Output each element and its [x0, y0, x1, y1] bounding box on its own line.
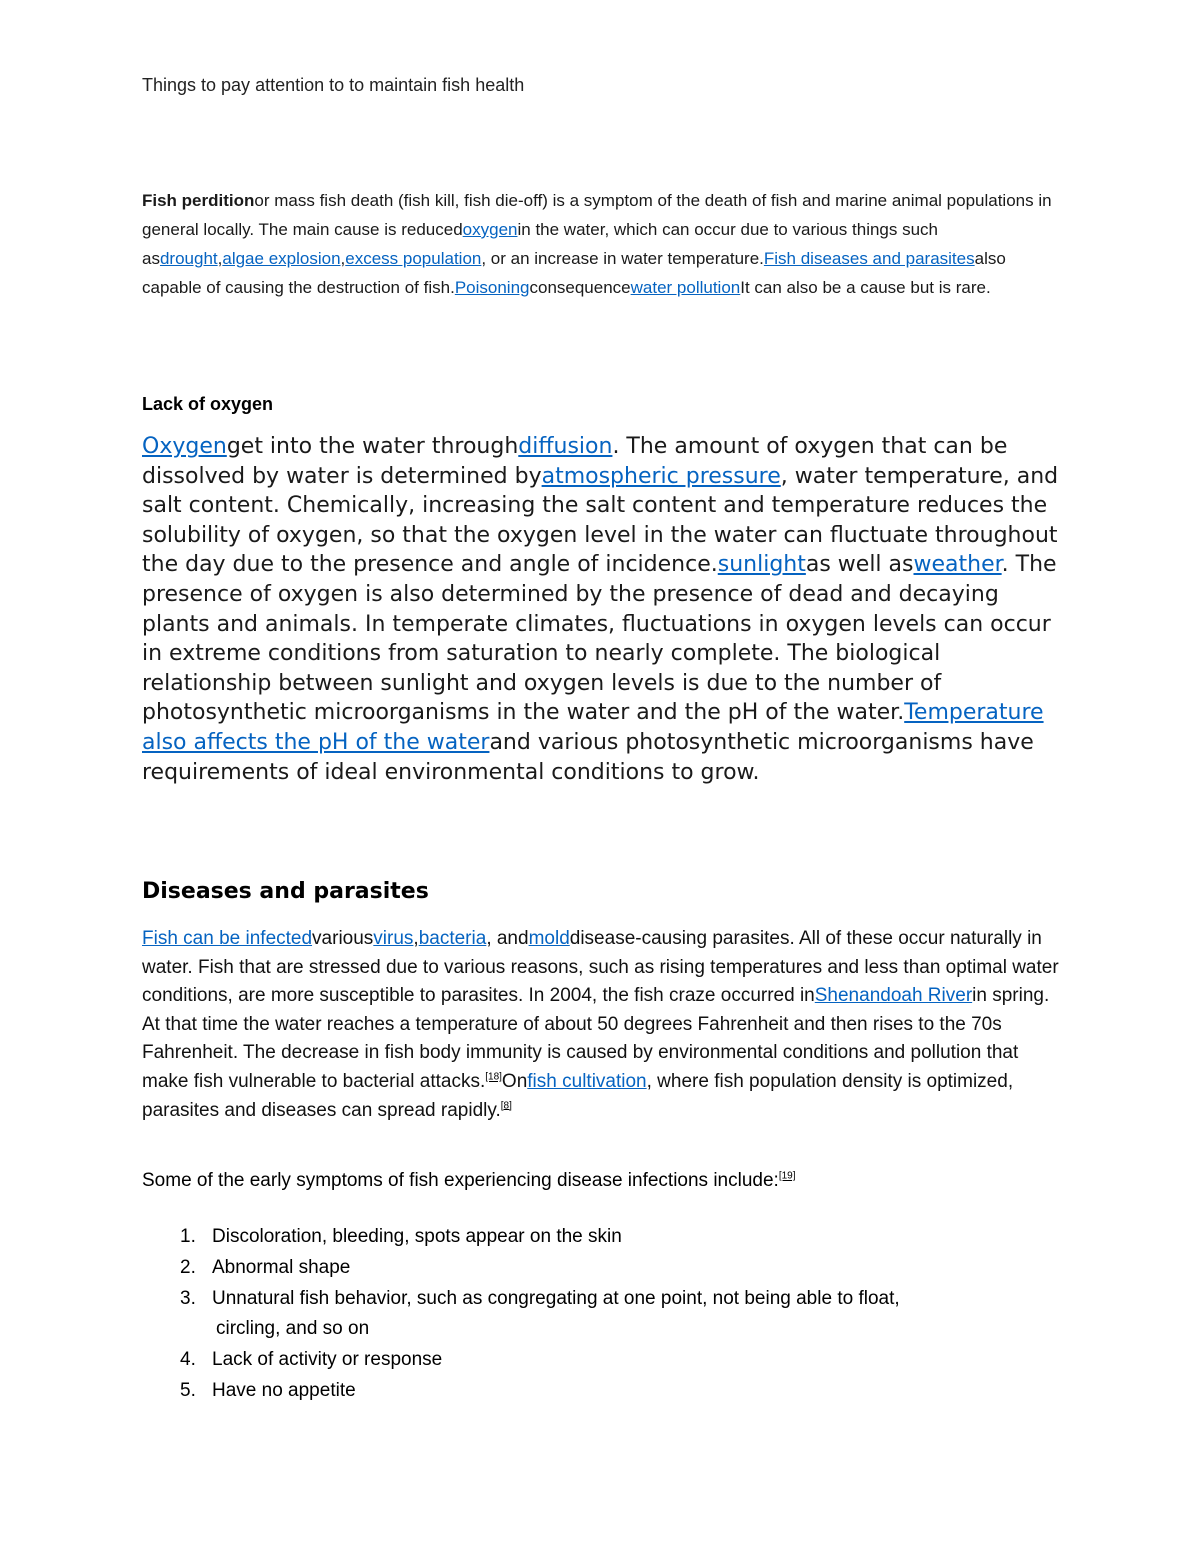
- list-number: 1.: [180, 1226, 196, 1247]
- oxygen-text-4: as well as: [805, 552, 914, 578]
- intro-text-3: , or an increase in water temperature.: [481, 249, 764, 268]
- list-item-text: Abnormal shape: [212, 1257, 351, 1278]
- diseases-sep-1: ,: [413, 928, 419, 949]
- link-bacteria[interactable]: bacteria: [418, 928, 487, 949]
- citation-8: [501, 1100, 512, 1111]
- citation-19: [779, 1171, 796, 1182]
- link-shenandoah-river[interactable]: Shenandoah River: [814, 985, 973, 1007]
- link-poisoning[interactable]: Poisoning: [454, 278, 530, 297]
- link-fish-diseases[interactable]: Fish diseases and parasites: [763, 249, 975, 268]
- intro-term: Fish perdition: [142, 191, 255, 210]
- list-number: 4.: [180, 1349, 196, 1370]
- diseases-text-6: , where fish population density is optimized, parasites and diseases can spread rapidly.: [142, 1070, 1014, 1121]
- link-diffusion[interactable]: diffusion: [518, 434, 613, 459]
- symptoms-list: [180, 1222, 1040, 1407]
- list-item: [180, 1284, 1040, 1344]
- symptoms-intro: [142, 1168, 1062, 1194]
- citation-18: [485, 1072, 502, 1083]
- intro-text-6: It can also be a cause but is rare.: [740, 278, 991, 297]
- link-algae-explosion[interactable]: algae explosion: [222, 249, 341, 268]
- link-temperature-ph[interactable]: Temperature also affects the pH of the water: [142, 700, 1044, 755]
- diseases-text-5: On: [501, 1070, 528, 1092]
- intro-text-1: or mass fish death (fish kill, fish die-off) is a symptom of the death of fish and marine animal populations in general locally. The main cause is reduced: [142, 191, 1052, 239]
- link-drought[interactable]: drought: [159, 249, 218, 268]
- list-item-text: Unnatural fish behavior, such as congregating at one point, not being able to float,: [212, 1288, 900, 1309]
- link-water-pollution[interactable]: water pollution: [630, 278, 741, 297]
- list-item-text: Have no appetite: [212, 1380, 356, 1401]
- list-number: 5.: [180, 1380, 196, 1401]
- link-oxygen-main[interactable]: Oxygen: [142, 434, 227, 459]
- citation-link-19[interactable]: [19]: [778, 1170, 796, 1182]
- oxygen-text-3: , water temperature, and salt content. Chemically, increasing the salt content and temperature reduces the solubility of oxygen, so that the oxygen level in the water can fluctuate throughout the day due to the presence and angle of incidence.: [142, 463, 1059, 578]
- diseases-text-1: various: [312, 928, 374, 949]
- list-item: [180, 1376, 1040, 1406]
- link-mold[interactable]: mold: [528, 928, 570, 949]
- list-item: [180, 1253, 1040, 1283]
- diseases-text-2: , and: [486, 928, 529, 949]
- intro-paragraph: [142, 186, 1062, 302]
- diseases-paragraph: [142, 925, 1062, 1125]
- intro-text-4: also capable of causing the destruction of fish.: [142, 249, 1006, 297]
- link-sunlight[interactable]: sunlight: [717, 552, 806, 578]
- diseases-text-4: in spring. At that time the water reaches a temperature of about 50 degrees Fahrenheit and then rises to the 70s Fahrenheit. The decrease in fish body immunity is caused by environmental conditions and pollution that make fish vulnerable to bacterial attacks.: [142, 985, 1050, 1092]
- oxygen-text-2: . The amount of oxygen that can be dissolved by water is determined by: [142, 434, 1008, 489]
- oxygen-text-6: and various photosynthetic microorganisms have requirements of ideal environmental conditions to grow.: [142, 729, 1034, 785]
- list-item: [180, 1222, 1040, 1252]
- intro-text-2: in the water, which can occur due to various things such as: [142, 220, 939, 268]
- list-item-text: Discoloration, bleeding, spots appear on the skin: [212, 1226, 622, 1247]
- oxygen-text-1: get into the water through: [226, 434, 519, 459]
- oxygen-paragraph: [142, 432, 1062, 787]
- link-fish-cultivation[interactable]: fish cultivation: [527, 1070, 647, 1092]
- citation-link-8[interactable]: [8]: [500, 1100, 512, 1112]
- symptoms-intro-text: Some of the early symptoms of fish experiencing disease infections include:: [142, 1170, 779, 1191]
- link-weather[interactable]: weather: [913, 552, 1002, 578]
- intro-sep-2: ,: [340, 249, 346, 268]
- document-title: Things to pay attention to to maintain fish health: [142, 75, 525, 95]
- link-excess-population[interactable]: excess population: [345, 249, 482, 268]
- list-item-text: Lack of activity or response: [212, 1349, 443, 1370]
- citation-link-18[interactable]: [18]: [485, 1071, 502, 1083]
- link-fish-can-be-infected[interactable]: Fish can be infected: [142, 928, 313, 949]
- oxygen-text-5: . The presence of oxygen is also determined by the presence of dead and decaying plants and animals. In temperate climates, fluctuations in oxygen levels can occur in extreme conditions from saturation to nearly complete. The biological relationship between sunlight and oxygen levels is due to the number of photosynthetic microorganisms in the water and the pH of the water.: [142, 552, 1057, 726]
- list-item-continuation: circling, and so on: [216, 1318, 370, 1339]
- link-virus[interactable]: virus: [373, 928, 414, 949]
- diseases-heading: Diseases and parasites: [142, 879, 429, 904]
- link-atmospheric-pressure[interactable]: atmospheric pressure: [541, 463, 781, 489]
- list-item: [180, 1345, 1040, 1375]
- list-number: 2.: [180, 1257, 196, 1278]
- link-oxygen[interactable]: oxygen: [462, 220, 518, 239]
- lack-of-oxygen-heading: Lack of oxygen: [142, 394, 274, 414]
- intro-text-5: consequence: [529, 278, 631, 297]
- diseases-text-3: disease-causing parasites. All of these occur naturally in water. Fish that are stressed due to various reasons, such as rising temperatures and less than optimal water conditions, are more susceptible to parasites. In 2004, the fish craze occurred in: [142, 928, 1059, 1007]
- list-number: 3.: [180, 1288, 196, 1309]
- intro-sep-1: ,: [217, 249, 223, 268]
